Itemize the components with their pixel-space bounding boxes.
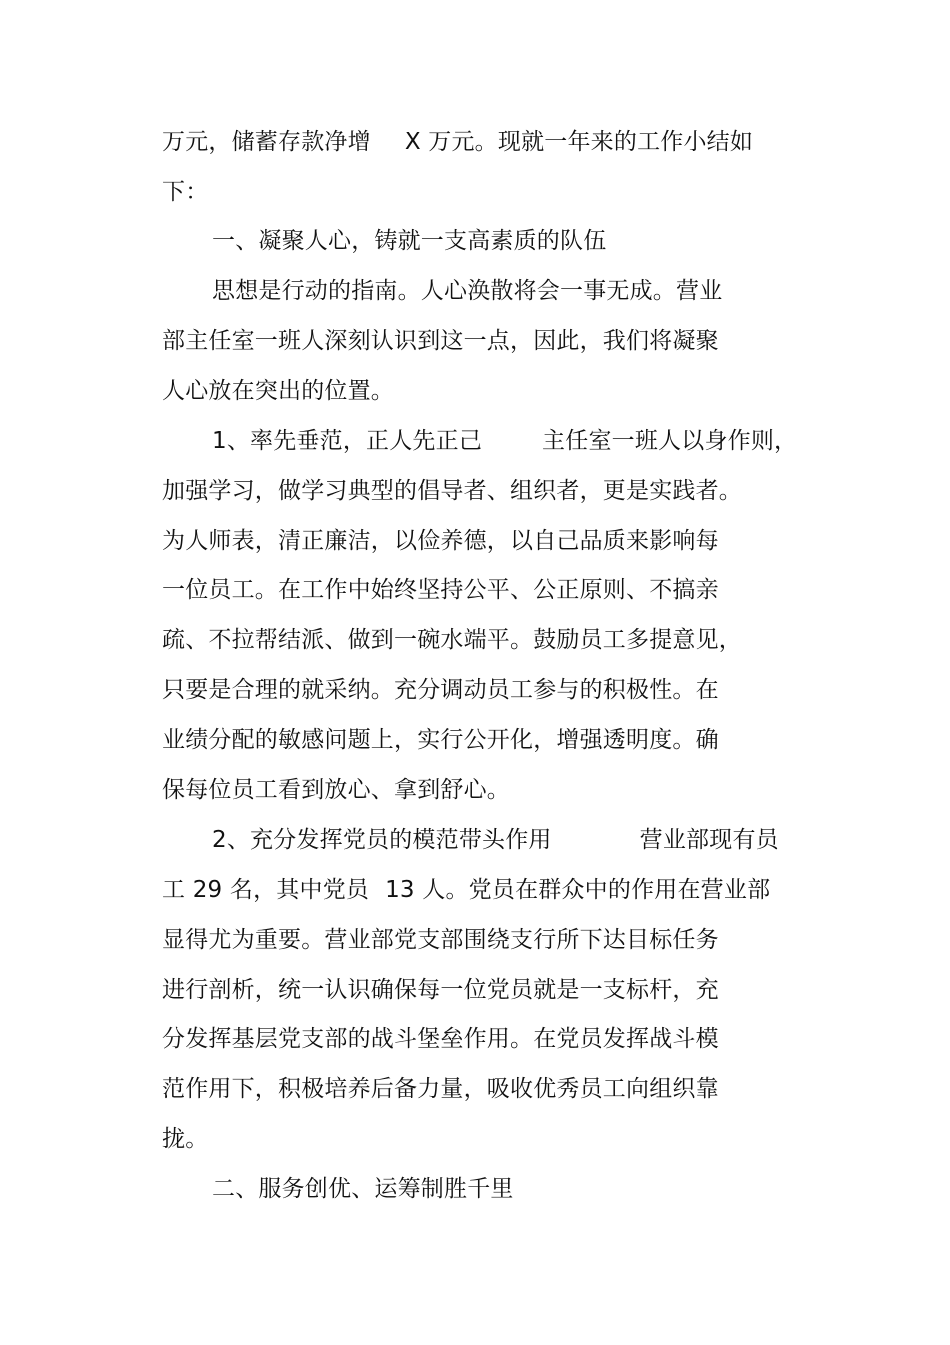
text-segment: X 万元。现就一年来的工作小结如 [404,129,754,155]
subheading-2 [212,820,779,860]
text-segment: 营业部现有员 [639,827,779,853]
paragraph-line: 保每位员工看到放心、拿到舒心。 [162,777,510,803]
paragraph-line: 人心放在突出的位置。 [162,378,394,404]
section-heading-2: 二、服务创优、运筹制胜千里 [212,1176,514,1202]
text-segment: 主任室一班人以身作则， [542,428,798,454]
text-segment: 1、率先垂范，正人先正己 [212,428,483,454]
text-segment: 13 人。党员在群众中的作用在营业部 [385,877,771,903]
section-heading-1: 一、凝聚人心，铸就一支高素质的队伍 [212,228,607,254]
paragraph-line: 业绩分配的敏感问题上，实行公开化，增强透明度。确 [162,727,719,753]
paragraph-line: 显得尤为重要。营业部党支部围绕支行所下达目标任务 [162,927,719,953]
paragraph-line: 进行剖析，统一认识确保每一位党员就是一支标杆，充 [162,977,719,1003]
paragraph-line: 疏、不拉帮结派、做到一碗水端平。鼓励员工多提意见， [162,627,742,653]
paragraph-line [162,870,770,910]
text-line-2: 下： [162,179,209,205]
paragraph-line: 分发挥基层党支部的战斗堡垒作用。在党员发挥战斗模 [162,1026,719,1052]
paragraph-line: 范作用下，积极培养后备力量，吸收优秀员工向组织靠 [162,1076,719,1102]
paragraph-line: 拢。 [162,1126,209,1152]
subheading-1 [212,421,797,461]
text-line-1 [162,122,753,162]
text-segment: 工 29 名，其中党员 [162,877,370,903]
paragraph-line: 部主任室一班人深刻认识到这一点，因此，我们将凝聚 [162,328,719,354]
paragraph-line: 加强学习，做学习典型的倡导者、组织者，更是实践者。 [162,478,742,504]
text-segment: 2、充分发挥党员的模范带头作用 [212,827,552,853]
paragraph-line: 只要是合理的就采纳。充分调动员工参与的积极性。在 [162,677,719,703]
paragraph-line: 一位员工。在工作中始终坚持公平、公正原则、不搞亲 [162,577,719,603]
text-segment: 万元，储蓄存款净增 [162,129,371,155]
paragraph-line: 为人师表，清正廉洁，以俭养德，以自己品质来影响每 [162,528,719,554]
paragraph-line: 思想是行动的指南。人心涣散将会一事无成。营业 [212,278,723,304]
